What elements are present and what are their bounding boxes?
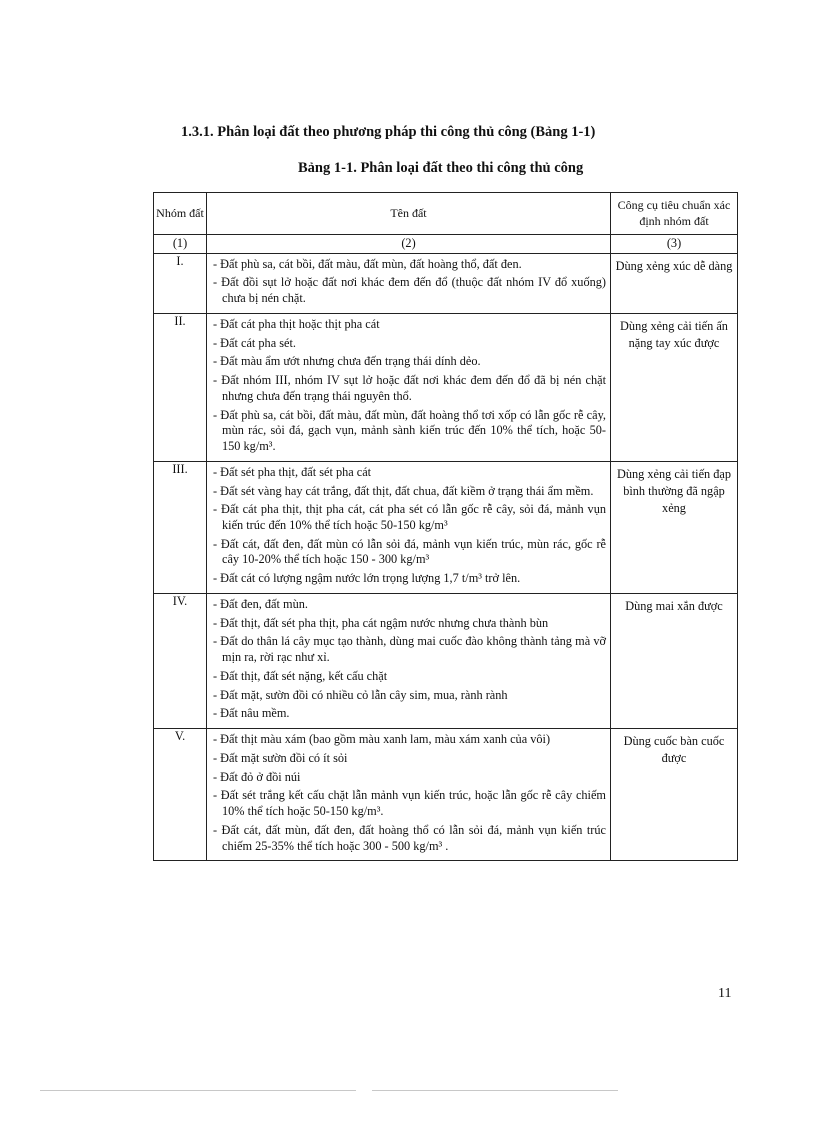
tool-cell: Dùng xẻng xúc dễ dàng <box>611 253 738 313</box>
footer-divider <box>40 1090 356 1091</box>
group-label: II. <box>154 313 207 461</box>
soil-item: - Đất cát có lượng ngậm nước lớn trọng lượng 1,7 t/m³ trở lên. <box>213 571 521 586</box>
soil-item: - Đất do thân lá cây mục tạo thành, dùng mai cuốc đào không thành tảng mà vỡ mịn ra, rời rạc như xỉ. <box>213 634 606 665</box>
soil-item: - Đất đỏ ở đồi núi <box>213 769 301 784</box>
table-row <box>154 593 738 728</box>
header-tool: Công cụ tiêu chuẩn xác định nhóm đất <box>611 193 738 235</box>
soil-item: - Đất nhóm III, nhóm IV sụt lở hoặc đất nơi khác đem đến đổ đã bị nén chặt nhưng chưa đến trạng thái nguyên thổ. <box>213 373 606 403</box>
column-number: (1) <box>154 235 207 254</box>
group-label: I. <box>154 253 207 313</box>
soil-item: - Đất thịt màu xám (bao gồm màu xanh lam, màu xám xanh của vôi) <box>213 732 551 747</box>
group-label: IV. <box>154 593 207 728</box>
tool-cell: Dùng xẻng cải tiến ấn nặng tay xúc được <box>611 313 738 461</box>
soil-item: - Đất sét pha thịt, đất sét pha cát <box>213 464 372 479</box>
page-number: 11 <box>718 986 732 1001</box>
soil-names <box>207 313 611 461</box>
soil-item: - Đất sét trắng kết cấu chặt lẫn mảnh vụn kiến trúc, hoặc lẫn gốc rễ cây chiếm 10% thể tích hoặc 50-150 kg/m³. <box>213 788 606 819</box>
table-row <box>154 729 738 861</box>
column-number: (3) <box>611 235 738 254</box>
soil-item: - Đất cát pha thịt hoặc thịt pha cát <box>213 316 380 331</box>
soil-names <box>207 461 611 593</box>
table-caption: Bảng 1-1. Phân loại đất theo thi công thủ công <box>298 160 584 176</box>
soil-names <box>207 593 611 728</box>
soil-item: - Đất cát, đất đen, đất mùn có lẫn sỏi đá, mảnh vụn kiến trúc, mùn rác, gốc rễ cây 10-20% thể tích hoặc 150 - 300 kg/m³ <box>213 536 606 567</box>
group-label: V. <box>154 729 207 861</box>
tool-cell: Dùng xẻng cải tiến đạp bình thường đã ngập xẻng <box>611 461 738 593</box>
header-name: Tên đất <box>207 193 611 235</box>
section-heading: 1.3.1. Phân loại đất theo phương pháp thi công thủ công (Bảng 1-1) <box>181 124 596 140</box>
table-row <box>154 253 738 313</box>
soil-item: - Đất nâu mềm. <box>213 706 290 721</box>
table-row <box>154 461 738 593</box>
soil-item: - Đất cát pha sét. <box>213 335 296 350</box>
soil-item: - Đất màu ẩm ướt nhưng chưa đến trạng thái dính dẻo. <box>213 354 481 369</box>
soil-item: - Đất mặt, sườn đồi có nhiều cỏ lẫn cây sim, mua, rành rành <box>213 687 508 702</box>
column-number: (2) <box>207 235 611 254</box>
soil-item: - Đất thịt, đất sét pha thịt, pha cát ngậm nước nhưng chưa thành bùn <box>213 615 549 630</box>
soil-names <box>207 729 611 861</box>
soil-item: - Đất phù sa, cát bồi, đất màu, đất mùn, đất hoàng thổ tơi xốp có lẫn gốc rễ cây, mùn rác, sỏi đá, gạch vụn, mảnh sành kiến trúc đến 10% thể tích, hoặc 50-150 kg/m³. <box>213 407 606 454</box>
soil-item: - Đất sét vàng hay cát trắng, đất thịt, đất chua, đất kiềm ở trạng thái ẩm mềm. <box>213 483 594 498</box>
header-group: Nhóm đất <box>154 193 207 235</box>
soil-classification-table <box>153 192 738 861</box>
soil-item: - Đất thịt, đất sét nặng, kết cấu chặt <box>213 668 388 683</box>
footer-divider <box>372 1090 618 1091</box>
soil-item: - Đất phù sa, cát bồi, đất màu, đất mùn, đất hoàng thổ, đất đen. <box>213 256 522 271</box>
table-row <box>154 313 738 461</box>
soil-item: - Đất mặt sườn đồi có ít sỏi <box>213 750 348 765</box>
group-label: III. <box>154 461 207 593</box>
soil-item: - Đất đồi sụt lở hoặc đất nơi khác đem đến đổ (thuộc đất nhóm IV đổ xuống) chưa bị nén chặt. <box>213 275 606 306</box>
soil-names <box>207 253 611 313</box>
soil-item: - Đất đen, đất mùn. <box>213 596 308 611</box>
soil-item: - Đất cát pha thịt, thịt pha cát, cát pha sét có lẫn gốc rễ cây, sỏi đá, mảnh vụn kiến trúc đến 10% thể tích hoặc 50-150 kg/m³ <box>213 502 606 533</box>
soil-item: - Đất cát, đất mùn, đất đen, đất hoàng thổ có lẫn sỏi đá, mảnh vụn kiến trúc chiếm 25-35% thể tích hoặc 300 - 500 kg/m³ . <box>213 822 606 853</box>
tool-cell: Dùng mai xắn được <box>611 593 738 728</box>
tool-cell: Dùng cuốc bàn cuốc được <box>611 729 738 861</box>
